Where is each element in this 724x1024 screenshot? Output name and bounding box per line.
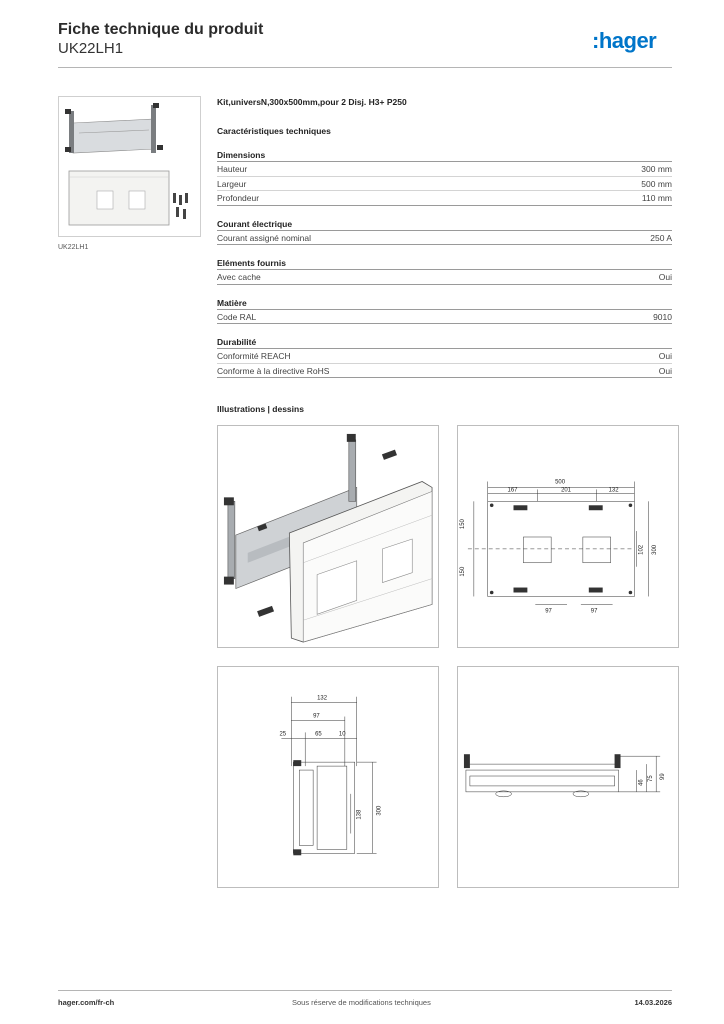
spec-label: Avec cache bbox=[217, 272, 261, 282]
spec-row bbox=[217, 349, 672, 364]
hager-logo: :hager bbox=[592, 28, 657, 53]
dim-label: 150 bbox=[459, 519, 466, 530]
spec-row bbox=[217, 231, 672, 246]
exploded-view-drawing bbox=[217, 425, 439, 648]
dim-label: 97 bbox=[545, 608, 552, 615]
dim-label: 132 bbox=[317, 695, 328, 702]
dim-label: 10 bbox=[338, 731, 346, 738]
spec-heading: Caractéristiques techniques bbox=[217, 126, 331, 136]
product-photo bbox=[58, 96, 201, 237]
spec-value: 300 mm bbox=[641, 164, 672, 174]
spec-value: Oui bbox=[658, 272, 672, 282]
profile-drawing bbox=[457, 666, 679, 888]
spec-label: Largeur bbox=[217, 178, 247, 189]
front-dimension-drawing bbox=[457, 425, 679, 648]
spec-section bbox=[217, 96, 672, 378]
group-title: Eléments fournis bbox=[217, 257, 672, 270]
dim-label: 150 bbox=[459, 566, 466, 577]
dim-label: 46 bbox=[638, 779, 645, 786]
dim-label: 300 bbox=[652, 544, 659, 555]
spec-row bbox=[217, 364, 672, 379]
spec-group-elements bbox=[217, 257, 672, 285]
dim-label: 25 bbox=[279, 731, 287, 738]
footer-divider bbox=[58, 990, 672, 991]
group-title: Durabilité bbox=[217, 336, 672, 349]
spec-label: Conforme à la directive RoHS bbox=[217, 365, 330, 376]
header-divider bbox=[58, 67, 672, 68]
product-reference: UK22LH1 bbox=[58, 40, 124, 57]
group-title: Matière bbox=[217, 297, 672, 310]
spec-group-courant bbox=[217, 218, 672, 246]
dim-label: 97 bbox=[590, 608, 598, 615]
group-title: Courant électrique bbox=[217, 218, 672, 231]
spec-row bbox=[217, 191, 672, 206]
dim-label: 102 bbox=[638, 544, 645, 555]
footer-website-link[interactable]: hager.com/fr-ch bbox=[58, 998, 115, 1007]
spec-row bbox=[217, 177, 672, 192]
photo-caption: UK22LH1 bbox=[58, 244, 89, 251]
spec-group-matiere bbox=[217, 297, 672, 325]
dim-label: 75 bbox=[648, 775, 655, 782]
spec-row bbox=[217, 310, 672, 325]
dim-label: 138 bbox=[356, 809, 363, 820]
dim-label: 500 bbox=[555, 479, 566, 486]
spec-label: Hauteur bbox=[217, 164, 248, 174]
spec-value: Oui bbox=[658, 365, 672, 376]
footer-date: 14.03.2026 bbox=[634, 998, 672, 1007]
dim-label: 97 bbox=[313, 713, 320, 720]
footer-disclaimer: Sous réserve de modifications techniques bbox=[292, 998, 431, 1007]
side-dimension-drawing bbox=[217, 666, 439, 888]
spec-value: 110 mm bbox=[641, 193, 672, 203]
spec-value: 500 mm bbox=[641, 178, 672, 189]
dim-label: 99 bbox=[660, 773, 667, 780]
spec-label: Code RAL bbox=[217, 311, 257, 322]
product-description: Kit,universN,300x500mm,pour 2 Disj. H3+ P250 bbox=[217, 97, 407, 107]
dim-label: 201 bbox=[561, 487, 571, 494]
spec-value: Oui bbox=[658, 351, 672, 361]
illustrations-title: Illustrations | dessins bbox=[217, 404, 304, 414]
spec-group-dimensions bbox=[217, 149, 672, 206]
dim-label: 167 bbox=[507, 487, 518, 494]
spec-label: Conformité REACH bbox=[217, 351, 291, 361]
spec-value: 9010 bbox=[653, 311, 672, 322]
spec-label: Profondeur bbox=[217, 193, 260, 203]
dim-label: 132 bbox=[608, 487, 619, 494]
page-title: Fiche technique du produit bbox=[58, 21, 264, 38]
spec-group-durabilite bbox=[217, 336, 672, 378]
spec-value: 250 A bbox=[650, 232, 672, 243]
spec-row bbox=[217, 162, 672, 177]
dim-label: 65 bbox=[315, 731, 322, 738]
spec-label: Courant assigné nominal bbox=[217, 232, 312, 243]
dim-label: 300 bbox=[376, 805, 383, 816]
spec-row bbox=[217, 270, 672, 285]
group-title: Dimensions bbox=[217, 149, 672, 162]
